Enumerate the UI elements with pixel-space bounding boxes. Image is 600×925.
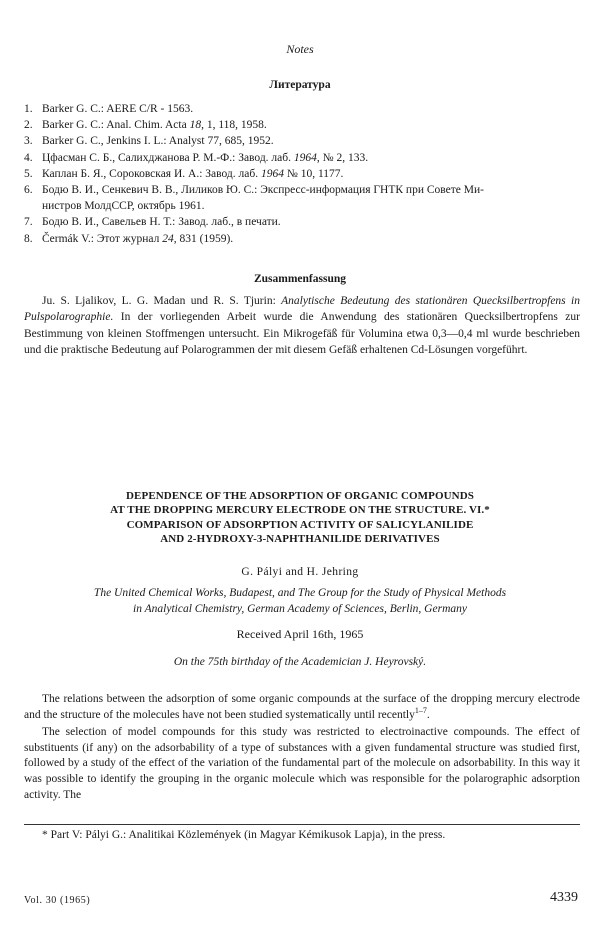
article-authors: G. Pályi and H. Jehring bbox=[241, 566, 359, 578]
reference-item bbox=[24, 214, 580, 230]
reference-number: 8. bbox=[24, 232, 33, 245]
reference-number: 2. bbox=[24, 119, 33, 132]
citation-superscript: 1–7 bbox=[414, 705, 427, 715]
article-title bbox=[0, 489, 600, 547]
received-date: Received April 16th, 1965 bbox=[236, 627, 364, 641]
affiliation-line: in Analytical Chemistry, German Academy of Sciences, Berlin, Germany bbox=[133, 603, 467, 615]
body-paragraph: The selection of model compounds for this study was restricted to electroinactive compounds. The effect of substituents (if any) on the adsorbability of a type of substances with a given fundamental structure was studied first, followed by a study of the effect of the variation of the fundamental part of the molecule on adsorbability. In this way it was possible to identify the grouping in the organic molecule which was responsible for the polarographic adsorption activity. The bbox=[24, 726, 580, 801]
reference-item bbox=[24, 166, 580, 182]
reference-item bbox=[24, 101, 580, 117]
reference-number: 3. bbox=[24, 135, 33, 148]
zusammenfassung-text: Ju. S. Ljalikov, L. G. Madan und R. S. Tjurin: Analytische Bedeutung des stationären Quecksilbertropfens in Pulspolarographie. In der vorliegenden Arbeit wurde die Anwendung des stationären Quecksilbertropfens zur Bestimmung von kleinen Stoffmengen untersucht. Ein Mikrogefäß für Volumina etwa 0,3—0,4 ml wurde beschrieben und die praktische Bedeutung auf Polarogrammen der mit diesem Gefäß erhaltenen Cd-Lösungen vorgeführt. bbox=[24, 295, 580, 357]
reference-text: Barker G. C.: AERE C/R - 1563. bbox=[42, 103, 194, 115]
references-heading: Литература bbox=[269, 79, 331, 91]
journal-volume: Vol. 30 (1965) bbox=[24, 895, 91, 906]
reference-number: 6. bbox=[24, 184, 33, 197]
title-line: AT THE DROPPING MERCURY ELECTRODE ON THE STRUCTURE. VI.* bbox=[110, 504, 490, 517]
title-line: DEPENDENCE OF THE ADSORPTION OF ORGANIC COMPOUNDS bbox=[126, 490, 474, 502]
title-line: AND 2-HYDROXY-3-NAPHTHANILIDE DERIVATIVES bbox=[160, 533, 440, 546]
reference-text: Barker G. C., Jenkins I. L.: Analyst 77, 685, 1952. bbox=[42, 135, 274, 148]
reference-item bbox=[24, 150, 580, 166]
page-number: 4339 bbox=[550, 890, 578, 905]
reference-continuation: нистров МолдССР, октябрь 1961. bbox=[42, 200, 205, 213]
reference-item bbox=[24, 182, 580, 214]
reference-text: Čermák V.: Этот журнал 24, 831 (1959). bbox=[42, 232, 234, 245]
running-header: Notes bbox=[286, 42, 314, 56]
reference-item bbox=[24, 231, 580, 247]
reference-text: Бодю В. И., Сенкевич В. В., Лиликов Ю. С.: Экспресс-информация ГНТК при Совете Ми- bbox=[42, 184, 484, 197]
reference-number: 1. bbox=[24, 103, 33, 115]
reference-number: 4. bbox=[24, 151, 33, 164]
article-body bbox=[24, 692, 580, 805]
body-paragraph: The relations between the adsorption of some organic compounds at the surface of the dropping mercury electrode and the structure of the molecules have not been studied systematically until recently$^{1-7}$. bbox=[24, 693, 580, 721]
reference-number: 5. bbox=[24, 167, 33, 180]
reference-number: 7. bbox=[24, 216, 33, 229]
reference-item bbox=[24, 117, 580, 133]
reference-text: Бодю В. И., Савельев Н. Т.: Завод. лаб., в печати. bbox=[42, 216, 281, 229]
affiliation-line: The United Chemical Works, Budapest, and The Group for the Study of Physical Methods bbox=[93, 587, 507, 599]
reference-list bbox=[24, 101, 580, 247]
footnote-rule bbox=[24, 824, 580, 825]
dedication: On the 75th birthday of the Academician J. Heyrovský. bbox=[173, 656, 427, 668]
reference-text: Цфасман С. Б., Салихджанова Р. М.-Ф.: Завод. лаб. 1964, № 2, 133. bbox=[42, 151, 369, 164]
author-affiliation bbox=[0, 585, 600, 617]
reference-text: Каплан Б. Я., Сороковская И. А.: Завод. лаб. 1964 № 10, 1177. bbox=[42, 167, 344, 180]
reference-text: Barker G. C.: Anal. Chim. Acta 18, 1, 118, 1958. bbox=[42, 119, 267, 132]
title-line: COMPARISON OF ADSORPTION ACTIVITY OF SALICYLANILIDE bbox=[126, 518, 474, 531]
reference-item bbox=[24, 133, 580, 149]
zusammenfassung-heading: Zusammenfassung bbox=[253, 273, 347, 285]
footnote: * Part V: Pályi G.: Analitikai Közlemények (in Magyar Kémikusok Lapja), in the press. bbox=[42, 829, 446, 841]
